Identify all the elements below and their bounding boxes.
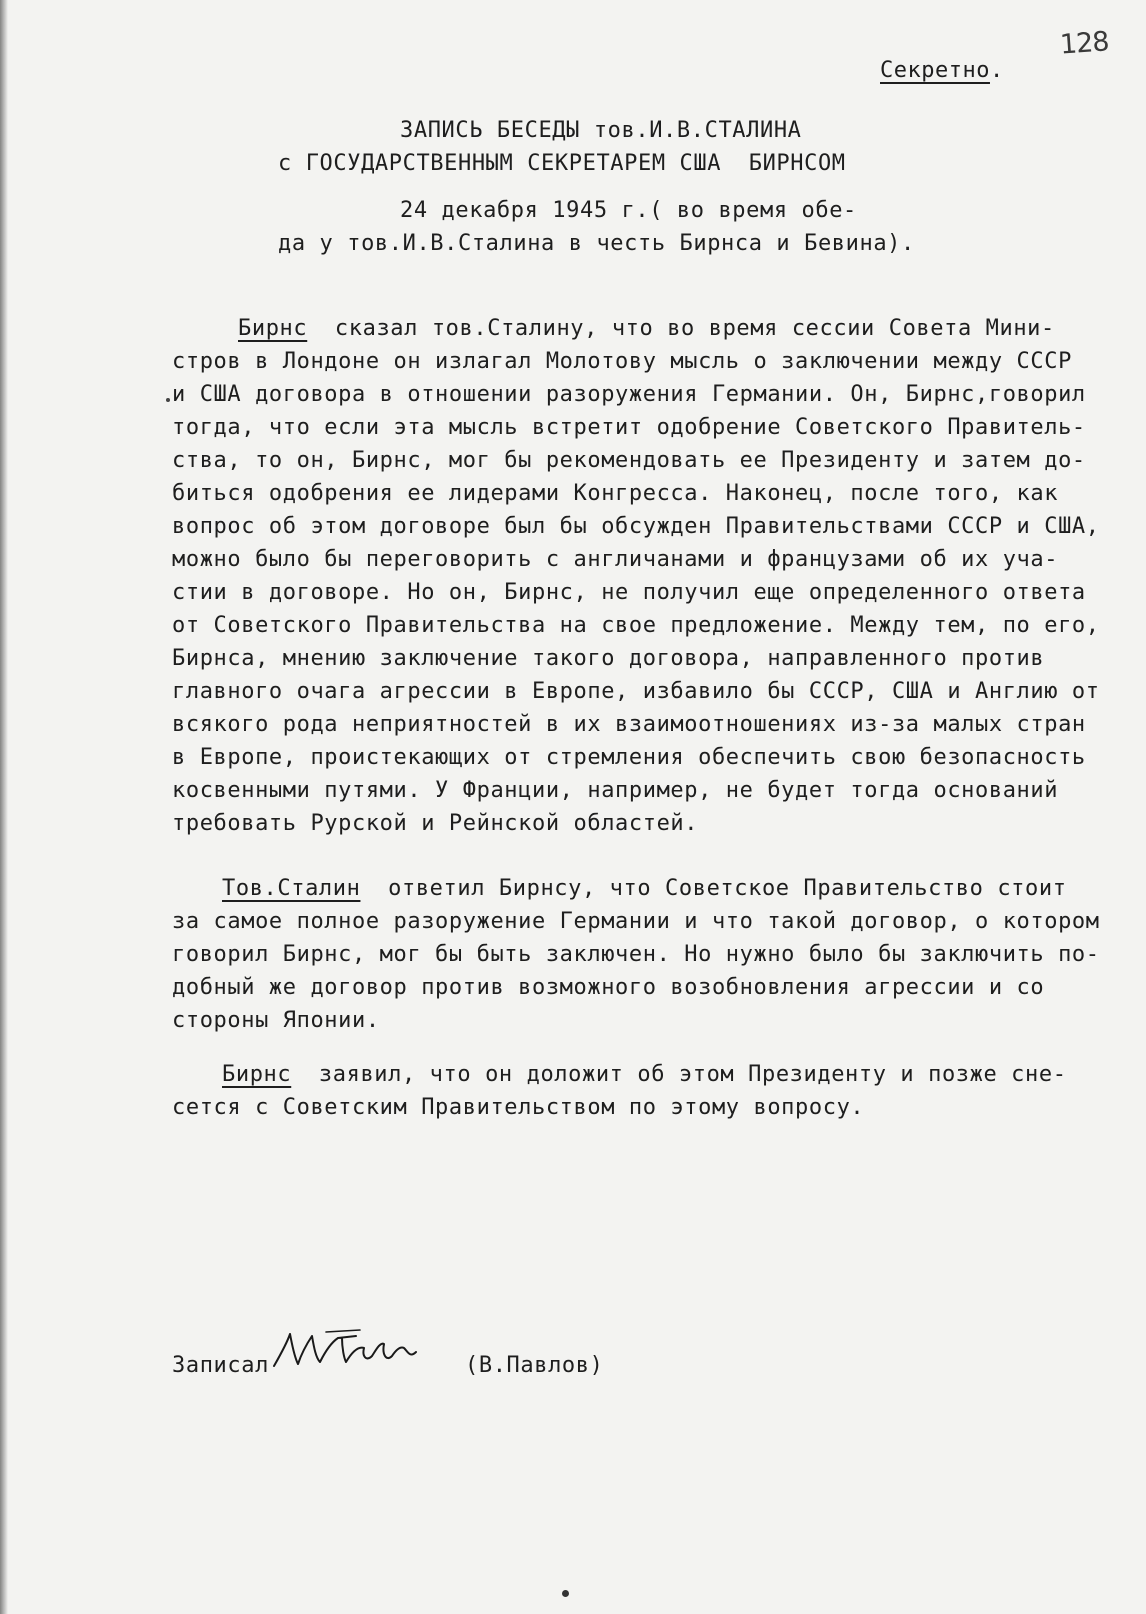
handwritten-signature <box>268 1322 428 1378</box>
paragraph-line: Тов.Сталин ответил Бирнсу, что Советское Правительство стоит <box>222 876 1067 901</box>
paragraph-line: можно было бы переговорить с англичанами и французами об их уча- <box>172 547 1059 572</box>
classification-label: Секретно <box>880 58 990 83</box>
speaker-name: Бирнс <box>222 1062 292 1087</box>
paragraph-line: в Европе, проистекающих от стремления обеспечить свою безопасность <box>172 745 1086 770</box>
paragraph-line: всякого рода неприятностей в их взаимоотношениях из-за малых стран <box>172 712 1086 737</box>
classification-stamp <box>880 58 1004 83</box>
heading-line-3: 24 декабря 1945 г.( во время обе- <box>400 198 857 223</box>
paragraph-line: тогда, что если эта мысль встретит одобрение Советского Правитель- <box>172 415 1086 440</box>
paragraph-line: Бирнс заявил, что он доложит об этом Президенту и позже сне- <box>222 1062 1067 1087</box>
paragraph-line: добный же договор против возможного возобновления агрессии и со <box>172 975 1045 1000</box>
heading-line-1: ЗАПИСЬ БЕСЕДЫ тов.И.В.СТАЛИНА <box>400 118 802 143</box>
archive-page-number: 128 <box>1058 26 1110 61</box>
heading-line-4: да у тов.И.В.Сталина в честь Бирнса и Бевина). <box>278 231 915 256</box>
recorded-by-label: Записал <box>172 1353 269 1378</box>
paragraph-line: стии в договоре. Но он, Бирнс, не получил еще определенного ответа <box>172 580 1086 605</box>
speaker-name: Бирнс <box>238 316 308 341</box>
paragraph-line: говорил Бирнс, мог бы быть заключен. Но нужно было бы заключить по- <box>172 942 1100 967</box>
heading-line-2: с ГОСУДАРСТВЕННЫМ СЕКРЕТАРЕМ США БИРНСОМ <box>278 151 846 176</box>
signer-name: (В.Павлов) <box>465 1353 604 1378</box>
paragraph-line: ства, то он, Бирнс, мог бы рекомендовать ее Президенту и затем до- <box>172 448 1086 473</box>
paragraph-line: от Советского Правительства на свое предложение. Между тем, по его, <box>172 613 1100 638</box>
paper-mark <box>562 1590 569 1597</box>
paragraph-line: стороны Японии. <box>172 1008 380 1033</box>
paragraph-line: Бирнс сказал тов.Сталину, что во время сессии Совета Мини- <box>238 316 1055 341</box>
paragraph-line: стров в Лондоне он излагал Молотову мысль о заключении между СССР <box>172 349 1072 374</box>
paragraph-line: требовать Рурской и Рейнской областей. <box>172 811 699 836</box>
paragraph-line: биться одобрения ее лидерами Конгресса. Наконец, после того, как <box>172 481 1059 506</box>
paragraph-line: Бирнса, мнению заключение такого договора, направленного против <box>172 646 1045 671</box>
margin-mark <box>166 398 170 402</box>
paragraph-line: главного очага агрессии в Европе, избавило бы СССР, США и Англию от <box>172 679 1100 704</box>
paragraph-line: сется с Советским Правительством по этому вопросу. <box>172 1095 865 1120</box>
classification-period: . <box>989 58 1004 83</box>
speaker-name: Тов.Сталин <box>222 876 361 901</box>
paragraph-line: косвенными путями. У Франции, например, не будет тогда оснований <box>172 778 1059 803</box>
paragraph-line: вопрос об этом договоре был бы обсужден Правительствами СССР и США, <box>172 514 1100 539</box>
paragraph-line: за самое полное разоружение Германии и что такой договор, о котором <box>172 909 1100 934</box>
paragraph-line: и США договора в отношении разоружения Германии. Он, Бирнс,говорил <box>172 382 1086 407</box>
